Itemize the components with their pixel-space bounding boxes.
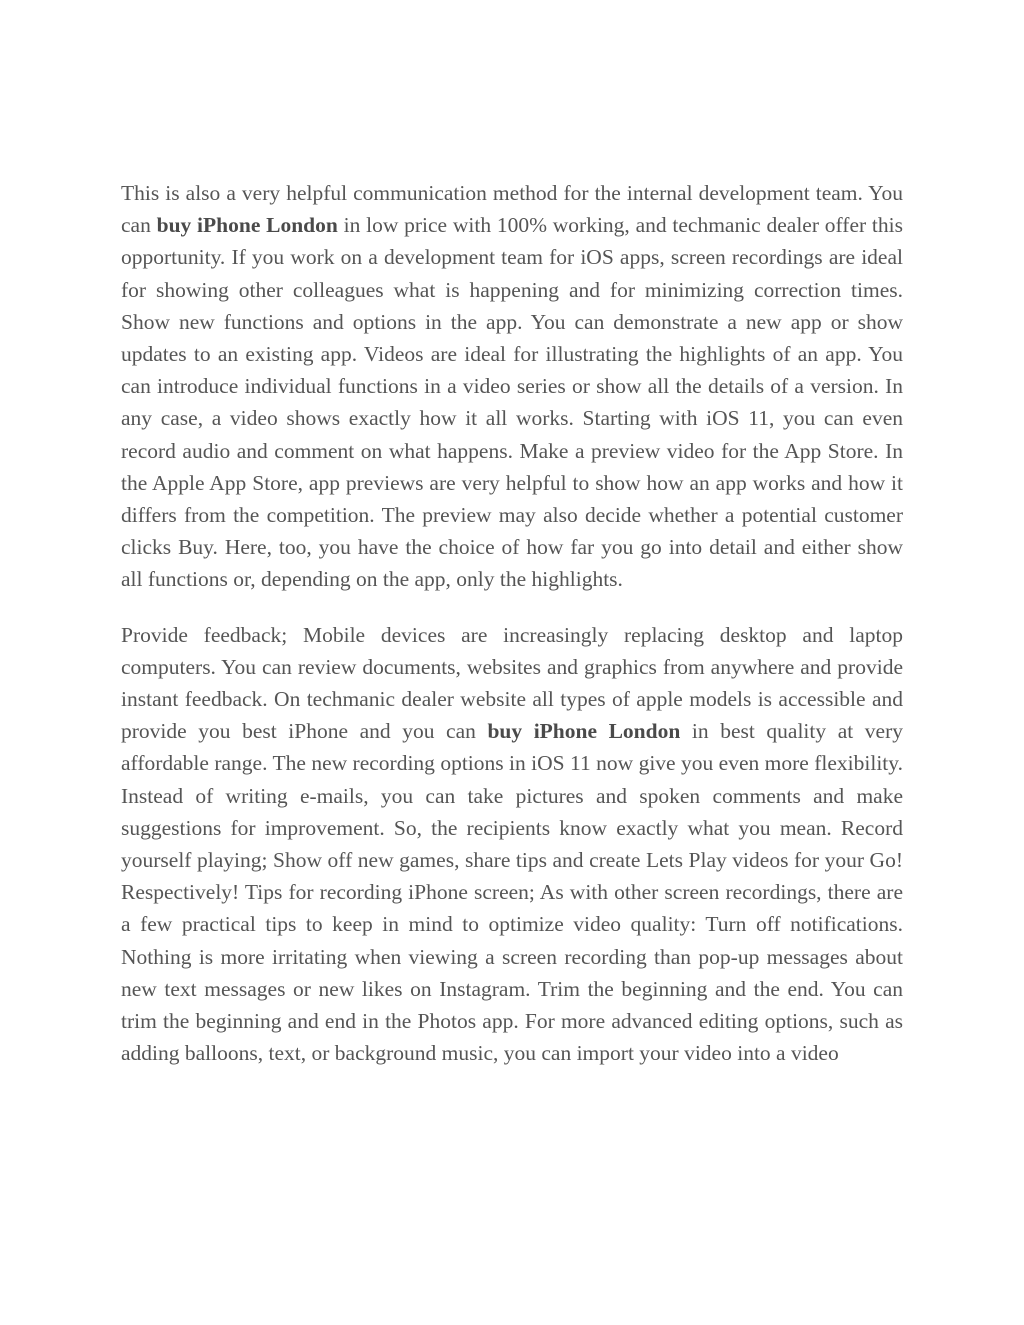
buy-iphone-london-link-1[interactable]: buy iPhone London: [156, 213, 338, 238]
buy-iphone-london-link-2[interactable]: buy iPhone London: [487, 719, 681, 744]
paragraph-2-text-after: in best quality at very affordable range. The new recording options in iOS 11 now give you even more flexibility. Instead of writing e-mails, you can take pictures and spoken comments and make suggestions for improvement. So, the recipients know exactly what you mean. Record yourself playing; Show off new games, share tips and create Lets Play videos for your Go! Respectively! Tips for recording iPhone screen; As with other screen recordings, there are a few practical tips to keep in mind to optimize video quality: Turn off notifications. Nothing is more irritating when viewing a screen recording than pop-up messages about new text messages or new likes on Instagram. Trim the beginning and the end. You can trim the beginning and end in the Photos app. For more advanced editing options, such as adding balloons, text, or background music, you can import your video into a video: [121, 719, 903, 1066]
document-page: [121, 177, 903, 1092]
paragraph-1-text-after: in low price with 100% working, and techmanic dealer offer this opportunity. If you work on a development team for iOS apps, screen recordings are ideal for showing other colleagues what is happening and for minimizing correction times. Show new functions and options in the app. You can demonstrate a new app or show updates to an existing app. Videos are ideal for illustrating the highlights of an app. You can introduce individual functions in a video series or show all the details of a version. In any case, a video shows exactly how it all works. Starting with iOS 11, you can even record audio and comment on what happens. Make a preview video for the App Store. In the Apple App Store, app previews are very helpful to show how an app works and how it differs from the competition. The preview may also decide whether a potential customer clicks Buy. Here, too, you have the choice of how far you go into detail and either show all functions or, depending on the app, only the highlights.: [121, 213, 903, 592]
paragraph-2-text-before: Provide feedback; Mobile devices are increasingly replacing desktop and laptop computers. You can review documents, websites and graphics from anywhere and provide instant feedback. On techmanic dealer website all types of apple models is accessible and provide you best iPhone and you can: [121, 622, 903, 744]
paragraph-2: [121, 619, 903, 1070]
paragraph-1: [121, 177, 903, 596]
paragraph-1-text-before: This is also a very helpful communication method for the internal development team. You can: [121, 181, 903, 238]
